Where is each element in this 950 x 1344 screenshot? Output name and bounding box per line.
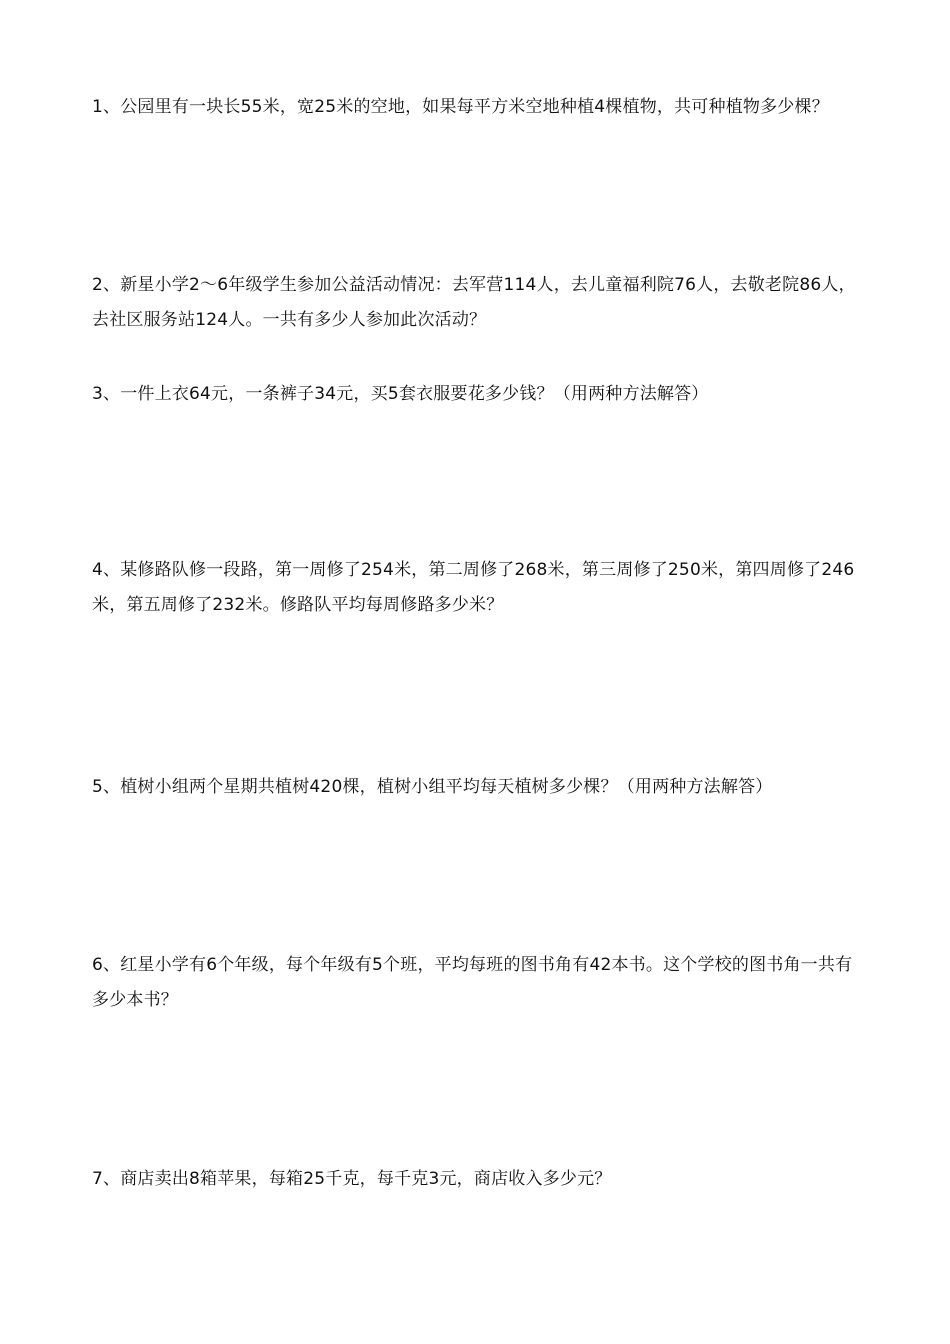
question-text: 红星小学有6个年级，每个年级有5个班，平均每班的图书角有42本书。这个学校的图书角一共有多少本书？ <box>92 955 853 1010</box>
question-number: 2、 <box>92 275 121 295</box>
question-text: 一件上衣64元，一条裤子34元，买5套衣服要花多少钱？（用两种方法解答） <box>120 384 709 404</box>
question-number: 4、 <box>92 560 121 580</box>
question-6 <box>92 948 868 1018</box>
question-text: 新星小学2～6年级学生参加公益活动情况：去军营114人，去儿童福利院76人，去敬老院86人， 去社区服务站124人。一共有多少人参加此次活动？ <box>92 275 856 330</box>
question-5 <box>92 770 868 805</box>
question-7 <box>92 1162 868 1197</box>
question-text: 植树小组两个星期共植树420棵，植树小组平均每天植树多少棵？（用两种方法解答） <box>120 777 773 797</box>
question-text: 商店卖出8箱苹果，每箱25千克，每千克3元，商店收入多少元？ <box>120 1169 612 1189</box>
question-number: 7、 <box>92 1169 121 1189</box>
question-number: 6、 <box>92 955 121 975</box>
question-1 <box>92 90 868 125</box>
question-3 <box>92 377 868 412</box>
question-2 <box>92 268 868 338</box>
question-4 <box>92 553 868 623</box>
question-number: 5、 <box>92 777 121 797</box>
question-text: 公园里有一块长55米，宽25米的空地，如果每平方米空地种植4棵植物，共可种植物多少棵？ <box>120 97 829 117</box>
question-text: 某修路队修一段路，第一周修了254米，第二周修了268米，第三周修了250米，第四周修了246米，第五周修了232米。修路队平均每周修路多少米？ <box>92 560 855 615</box>
question-number: 3、 <box>92 384 121 404</box>
question-number: 1、 <box>92 97 121 117</box>
